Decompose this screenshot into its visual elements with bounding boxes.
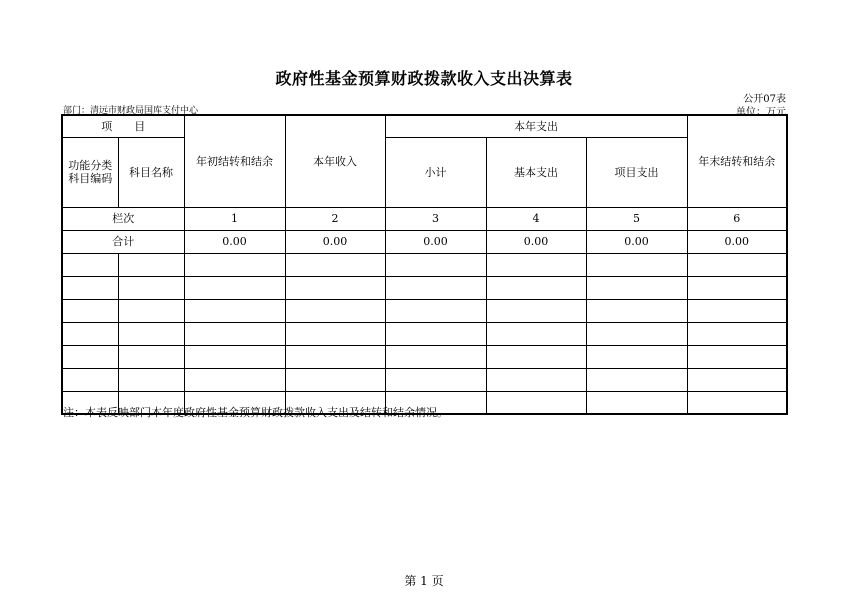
empty-cell bbox=[184, 299, 285, 322]
header-basic-expense: 基本支出 bbox=[486, 137, 586, 207]
empty-cell bbox=[285, 253, 385, 276]
total-value: 0.00 bbox=[486, 230, 586, 253]
empty-cell bbox=[486, 299, 586, 322]
total-value: 0.00 bbox=[184, 230, 285, 253]
total-row bbox=[62, 230, 787, 253]
table-row bbox=[62, 276, 787, 299]
header-expense-group: 本年支出 bbox=[385, 115, 687, 137]
empty-cell bbox=[62, 299, 118, 322]
table-row bbox=[62, 322, 787, 345]
header-item: 项 目 bbox=[62, 115, 184, 137]
empty-cell bbox=[586, 322, 687, 345]
total-value: 0.00 bbox=[385, 230, 486, 253]
column-number: 4 bbox=[486, 207, 586, 230]
empty-cell bbox=[285, 276, 385, 299]
header-subtotal: 小计 bbox=[385, 137, 486, 207]
column-number: 5 bbox=[586, 207, 687, 230]
column-number: 6 bbox=[687, 207, 787, 230]
column-number-row bbox=[62, 207, 787, 230]
page-number: 第 1 页 bbox=[404, 574, 444, 588]
empty-cell bbox=[486, 345, 586, 368]
empty-cell bbox=[385, 299, 486, 322]
column-number-label: 栏次 bbox=[62, 207, 184, 230]
table-row bbox=[62, 345, 787, 368]
empty-cell bbox=[586, 253, 687, 276]
empty-cell bbox=[62, 276, 118, 299]
empty-cell bbox=[118, 345, 184, 368]
empty-cell bbox=[118, 299, 184, 322]
empty-cell bbox=[184, 368, 285, 391]
total-value: 0.00 bbox=[285, 230, 385, 253]
empty-cell bbox=[687, 345, 787, 368]
empty-cell bbox=[586, 345, 687, 368]
department-label: 部门：清远市财政局国库支付中心 bbox=[63, 106, 199, 116]
empty-cell bbox=[687, 322, 787, 345]
empty-cell bbox=[486, 253, 586, 276]
total-value: 0.00 bbox=[687, 230, 787, 253]
empty-cell bbox=[586, 299, 687, 322]
empty-cell bbox=[118, 276, 184, 299]
empty-cell bbox=[385, 253, 486, 276]
empty-cell bbox=[62, 253, 118, 276]
total-label: 合计 bbox=[62, 230, 184, 253]
empty-cell bbox=[486, 368, 586, 391]
empty-cell bbox=[586, 391, 687, 414]
empty-cell bbox=[385, 345, 486, 368]
empty-cell bbox=[385, 368, 486, 391]
empty-cell bbox=[184, 322, 285, 345]
column-number: 1 bbox=[184, 207, 285, 230]
header-income: 本年收入 bbox=[285, 115, 385, 207]
empty-cell bbox=[285, 368, 385, 391]
empty-cell bbox=[486, 322, 586, 345]
table-row bbox=[62, 368, 787, 391]
empty-cell bbox=[687, 276, 787, 299]
empty-cell bbox=[285, 345, 385, 368]
empty-cell bbox=[385, 276, 486, 299]
empty-cell bbox=[687, 253, 787, 276]
empty-cell bbox=[486, 276, 586, 299]
budget-table bbox=[61, 114, 788, 415]
page-title: 政府性基金预算财政拨款收入支出决算表 bbox=[275, 69, 573, 88]
table-row bbox=[62, 253, 787, 276]
header-subject-name: 科目名称 bbox=[118, 137, 184, 207]
header-project-expense: 项目支出 bbox=[586, 137, 687, 207]
empty-cell bbox=[486, 391, 586, 414]
empty-cell bbox=[586, 368, 687, 391]
empty-cell bbox=[184, 253, 285, 276]
empty-cell bbox=[62, 345, 118, 368]
empty-cell bbox=[687, 368, 787, 391]
column-number: 2 bbox=[285, 207, 385, 230]
empty-cell bbox=[62, 322, 118, 345]
table-note: 注：本表反映部门本年度政府性基金预算财政拨款收入支出及结转和结余情况。 bbox=[63, 406, 448, 419]
empty-cell bbox=[285, 322, 385, 345]
empty-cell bbox=[687, 299, 787, 322]
total-value: 0.00 bbox=[586, 230, 687, 253]
header-func-code: 功能分类科目编码 bbox=[62, 137, 118, 207]
empty-cell bbox=[285, 299, 385, 322]
empty-cell bbox=[687, 391, 787, 414]
form-code: 公开07表 bbox=[743, 94, 786, 105]
column-number: 3 bbox=[385, 207, 486, 230]
empty-cell bbox=[118, 253, 184, 276]
table-row bbox=[62, 299, 787, 322]
empty-cell bbox=[184, 276, 285, 299]
header-end-balance: 年末结转和结余 bbox=[687, 115, 787, 207]
empty-cell bbox=[184, 345, 285, 368]
unit-label: 单位：万元 bbox=[736, 107, 786, 118]
empty-cell bbox=[118, 322, 184, 345]
empty-cell bbox=[118, 368, 184, 391]
empty-cell bbox=[385, 322, 486, 345]
empty-cell bbox=[62, 368, 118, 391]
empty-cell bbox=[586, 276, 687, 299]
header-begin-balance: 年初结转和结余 bbox=[184, 115, 285, 207]
